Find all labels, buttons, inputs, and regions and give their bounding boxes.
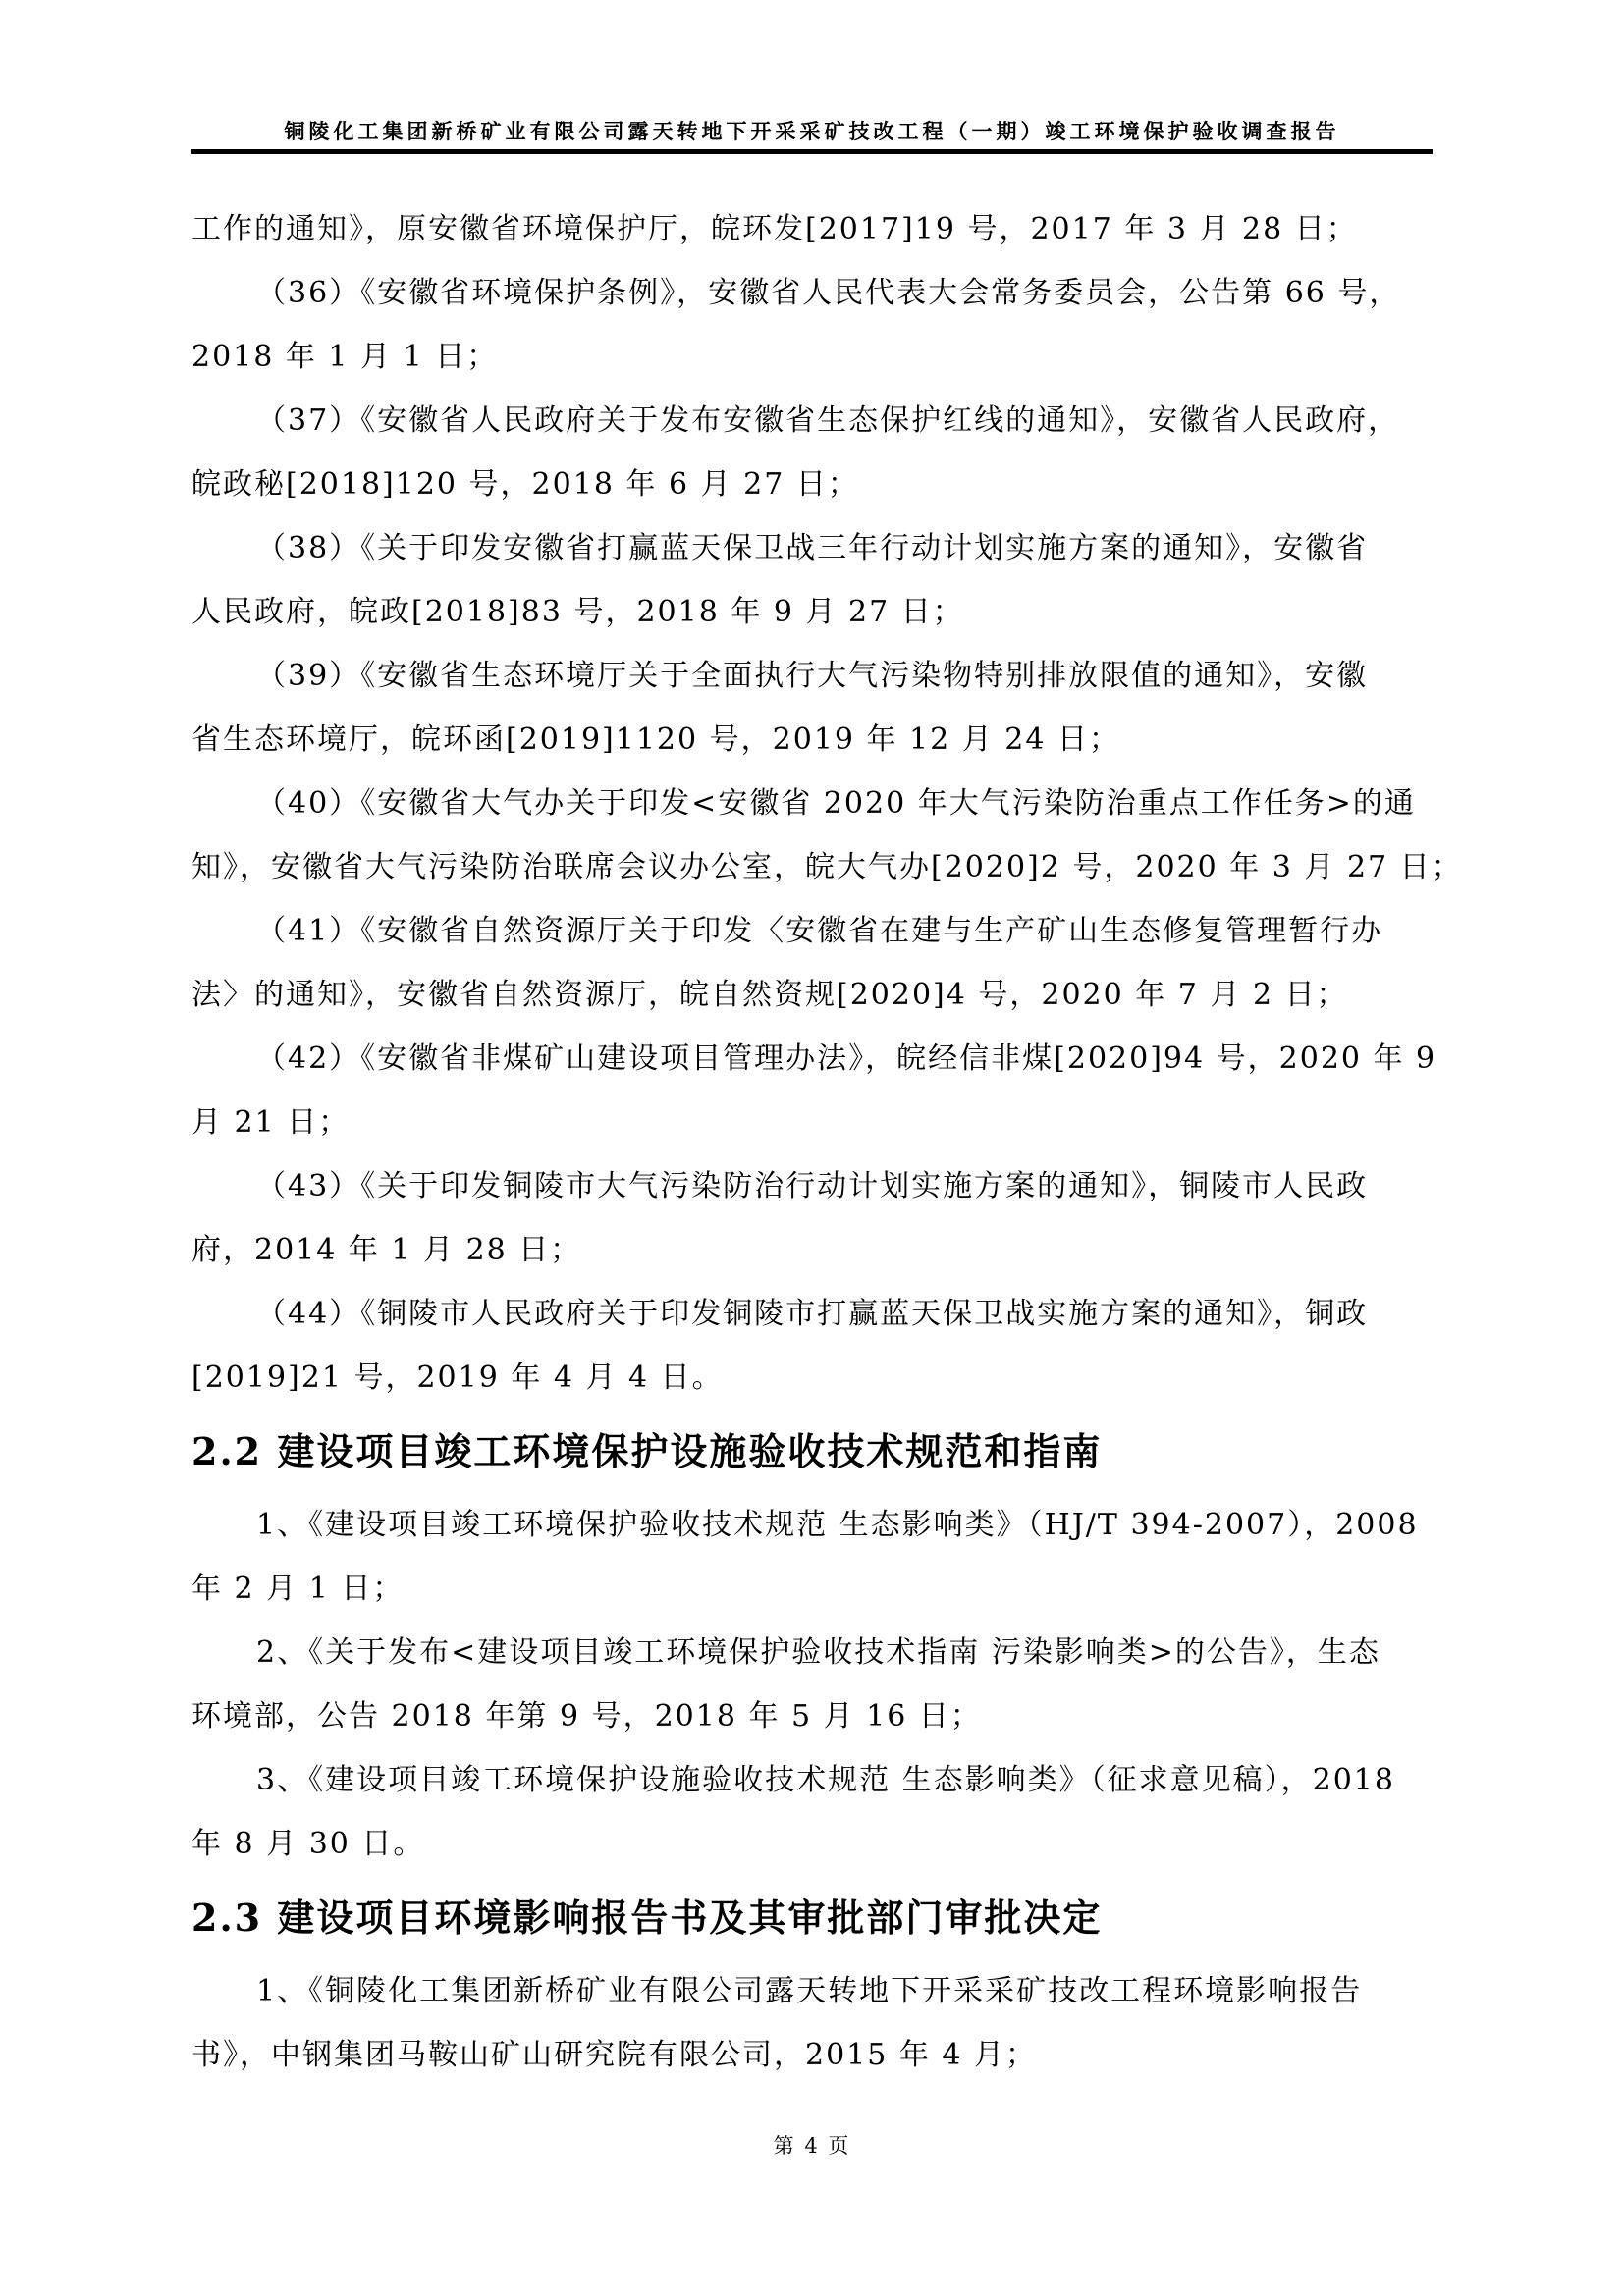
section-heading: 2.2 建设项目竣工环境保护设施验收技术规范和指南 bbox=[191, 1429, 1103, 1473]
body-line: （36）《安徽省环境保护条例》，安徽省人民代表大会常务委员会，公告第 66 号， bbox=[256, 276, 1401, 310]
body-line: 人民政府，皖政[2018]83 号，2018 年 9 月 27 日； bbox=[191, 595, 964, 629]
body-line: （38）《关于印发安徽省打赢蓝天保卫战三年行动计划实施方案的通知》，安徽省 bbox=[256, 531, 1369, 565]
body-line: [2019]21 号，2019 年 4 月 4 日。 bbox=[191, 1361, 724, 1395]
header-rule bbox=[191, 149, 1433, 154]
body-line: 2018 年 1 月 1 日； bbox=[191, 340, 499, 374]
body-line: 环境部，公告 2018 年第 9 号，2018 年 5 月 16 日； bbox=[191, 1699, 982, 1734]
body-line: 皖政秘[2018]120 号，2018 年 6 月 27 日； bbox=[191, 467, 859, 502]
body-line: （40）《安徽省大气办关于印发<安徽省 2020 年大气污染防治重点工作任务>的通 bbox=[256, 786, 1416, 821]
body-line: 知》，安徽省大气污染防治联席会议办公室，皖大气办[2020]2 号，2020 年 3 月 27 日； bbox=[191, 850, 1463, 884]
body-line: 省生态环境厅，皖环函[2019]1120 号，2019 年 12 月 24 日； bbox=[191, 722, 1121, 757]
document-body bbox=[191, 197, 1463, 2087]
body-line: （44）《铜陵市人民政府关于印发铜陵市打赢蓝天保卫战实施方案的通知》，铜政 bbox=[256, 1297, 1369, 1331]
body-line: 年 8 月 30 日。 bbox=[191, 1827, 425, 1861]
page-number: 第 4 页 bbox=[773, 2134, 851, 2158]
body-line: （37）《安徽省人民政府关于发布安徽省生态保护红线的通知》，安徽省人民政府， bbox=[256, 403, 1400, 438]
page-footer bbox=[0, 2130, 1624, 2160]
body-line: 书》，中钢集团马鞍山矿山研究院有限公司，2015 年 4 月； bbox=[191, 2038, 1038, 2072]
body-line: 工作的通知》，原安徽省环境保护厅，皖环发[2017]19 号，2017 年 3 月 28 日； bbox=[191, 212, 1358, 246]
body-line: 3、《建设项目竣工环境保护设施验收技术规范 生态影响类》（征求意见稿），2018 bbox=[256, 1763, 1395, 1797]
body-line: 1、《建设项目竣工环境保护验收技术规范 生态影响类》（HJ/T 394-2007），2008 bbox=[256, 1508, 1419, 1542]
body-line: （41）《安徽省自然资源厅关于印发〈安徽省在建与生产矿山生态修复管理暂行办 bbox=[256, 914, 1383, 948]
body-line: 法〉的通知》，安徽省自然资源厅，皖自然资规[2020]4 号，2020 年 7 月 2 日； bbox=[191, 978, 1348, 1012]
body-line: （42）《安徽省非煤矿山建设项目管理办法》，皖经信非煤[2020]94 号，2020 年 9 bbox=[256, 1041, 1437, 1076]
body-line: 年 2 月 1 日； bbox=[191, 1572, 405, 1606]
section-heading: 2.3 建设项目环境影响报告书及其审批部门审批决定 bbox=[191, 1896, 1103, 1940]
body-line: 1、《铜陵化工集团新桥矿业有限公司露天转地下开采采矿技改工程环境影响报告 bbox=[256, 1974, 1363, 2008]
body-line: （39）《安徽省生态环境厅关于全面执行大气污染物特别排放限值的通知》，安徽 bbox=[256, 659, 1369, 693]
body-line: 府，2014 年 1 月 28 日； bbox=[191, 1233, 582, 1267]
page-header-title: 铜陵化工集团新桥矿业有限公司露天转地下开采采矿技改工程（一期）竣工环境保护验收调查报告 bbox=[284, 119, 1340, 143]
body-line: 2、《关于发布<建设项目竣工环境保护验收技术指南 污染影响类>的公告》，生态 bbox=[256, 1635, 1380, 1670]
body-line: （43）《关于印发铜陵市大气污染防治行动计划实施方案的通知》，铜陵市人民政 bbox=[256, 1169, 1369, 1203]
body-line: 月 21 日； bbox=[191, 1105, 351, 1140]
